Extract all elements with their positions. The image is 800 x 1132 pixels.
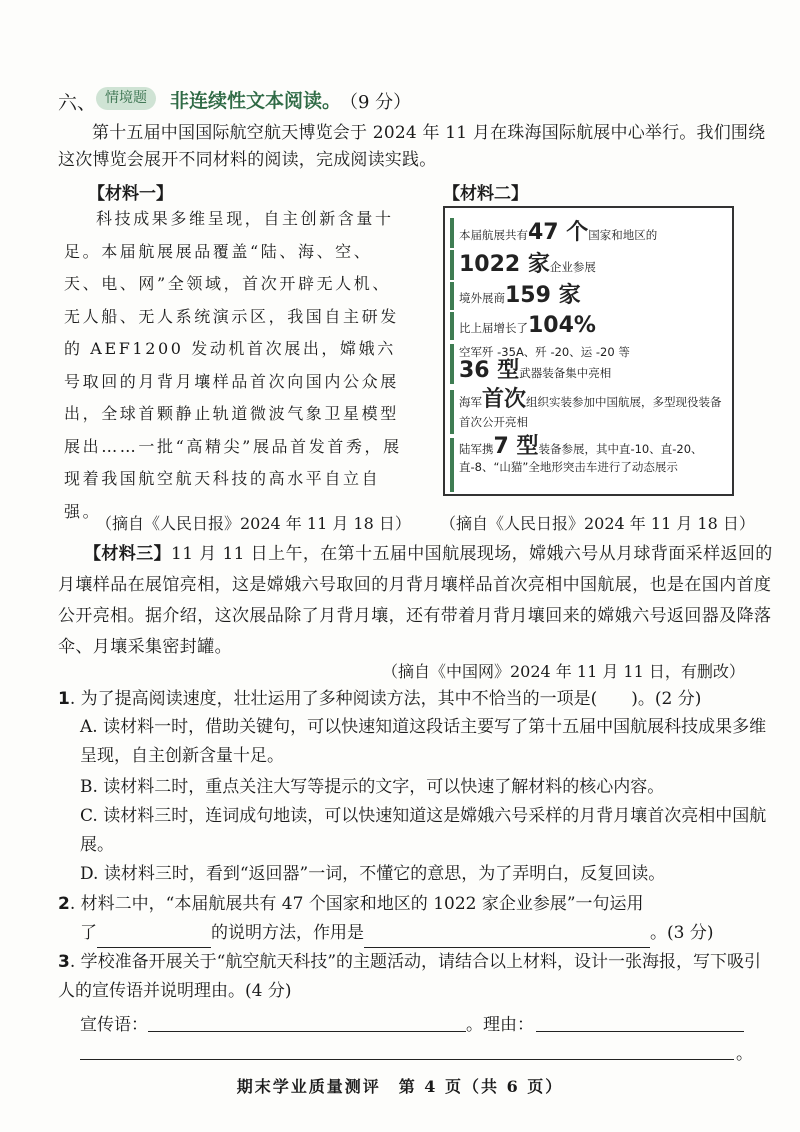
question-1: 1. 为了提高阅读速度，壮壮运用了多种阅读方法，其中不恰当的一项是( )。(2 分) bbox=[58, 689, 702, 709]
info-row-growth: 比上届增长了104% bbox=[450, 312, 727, 340]
section-number: 六、 bbox=[58, 92, 97, 114]
intro-paragraph: 第十五届中国国际航空航天博览会于 2024 年 11 月在珠海国际航展中心举行。我们围绕这次博览会展开不同材料的阅读，完成阅读实践。 bbox=[58, 123, 766, 170]
section-score: （9 分） bbox=[340, 92, 412, 113]
question-3: 3. 学校准备开展关于“航空航天科技”的主题活动，请结合以上材料，设计一张海报，写下吸引人的宣传语并说明理由。(4 分) bbox=[58, 952, 762, 1001]
q1-option-d: D. 读材料三时，看到“返回器”一词，不懂它的意思，为了弄明白，反复回读。 bbox=[80, 864, 666, 884]
material2-label: 【材料二】 bbox=[443, 184, 528, 204]
q1-option-c: C. 读材料三时，连词成句地读，可以快速知道这是嫦娥六号采样的月背月壤首次亮相中国航展。 bbox=[80, 806, 767, 855]
info-row-airforce: 空军歼 -35A、歼 -20、运 -20 等 36 型武器装备集中亮相 bbox=[450, 344, 727, 384]
material2-infographic bbox=[443, 206, 734, 496]
q1-option-a: A. 读材料一时，借助关键句，可以快速知道这段话主要写了第十五届中国航展科技成果多维呈现，自主创新含量十足。 bbox=[80, 717, 767, 766]
question-2: 2. 材料二中，“本届航展共有 47 个国家和地区的 1022 家企业参展”一句运用 bbox=[58, 894, 644, 914]
material2-source: （摘自《人民日报》2024 年 11 月 18 日） bbox=[440, 514, 755, 533]
material1-label: 【材料一】 bbox=[88, 184, 173, 204]
info-row-countries: 本届航展共有47 个国家和地区的 bbox=[450, 218, 727, 248]
q2-effect-blank[interactable] bbox=[364, 927, 650, 948]
info-row-navy: 海军首次组织实装参加中国航展，多型现役装备首次公开亮相 bbox=[450, 390, 727, 434]
material3-label: 【材料三】 bbox=[84, 544, 171, 564]
q3-end-mark: 。 bbox=[736, 1044, 753, 1064]
material3-source: （摘自《中国网》2024 年 11 月 11 日，有删改） bbox=[382, 662, 745, 681]
section-title: 非连续性文本阅读。 bbox=[170, 90, 342, 112]
section-badge: 情境题 bbox=[96, 87, 156, 110]
info-row-enterprises: 1022 家企业参展 bbox=[450, 250, 727, 280]
q3-slogan-blank[interactable] bbox=[148, 1031, 466, 1032]
q3-reason-blank[interactable] bbox=[536, 1031, 744, 1032]
q3-reason-label: 。理由： bbox=[466, 1015, 534, 1035]
material3-text: 【材料三】11 月 11 日上午，在第十五届中国航展现场，嫦娥六号从月球背面采样返回的月壤样品在展馆亮相，这是嫦娥六号取回的月背月壤样品首次亮相中国航展，也是在国内首度公开亮相。据介绍，这次展品除了月背月壤，还有带着月背月壤回来的嫦娥六号返回器及降落伞、月壤采集密封罐。 bbox=[58, 544, 773, 657]
material1-text: 科技成果多维呈现，自主创新含量十足。本届航展展品覆盖“陆、海、空、天、电、网”全领域，首次开辟无人机、无人船、无人系统演示区，我国自主研发的 AEF1200 发动机首次展出，嫦娥六号取回的月背月壤样品首次向国内公众展出，全球首颗静止轨道微波气象卫星模型展出……一批“高精尖”展品首发首秀，展现着我国航空航天科技的高水平自立自强。 bbox=[64, 209, 402, 521]
q3-reason-blank-2[interactable] bbox=[80, 1059, 734, 1060]
question-2-line2: 了 的说明方法，作用是 。(3 分) bbox=[80, 919, 713, 948]
info-row-foreign: 境外展商159 家 bbox=[450, 282, 727, 310]
q1-option-b: B. 读材料二时，重点关注大写等提示的文字，可以快速了解材料的核心内容。 bbox=[80, 777, 665, 797]
material1-source: （摘自《人民日报》2024 年 11 月 18 日） bbox=[96, 514, 411, 533]
info-row-army: 陆军携7 型装备参展，其中直-10、直-20、直-8、“山猫”全地形突击车进行了动态展示 bbox=[450, 438, 727, 492]
page-footer: 期末学业质量测评 第 4 页（共 6 页） bbox=[236, 1077, 564, 1096]
q3-slogan-label: 宣传语： bbox=[80, 1015, 148, 1035]
q2-method-blank[interactable] bbox=[97, 927, 211, 948]
